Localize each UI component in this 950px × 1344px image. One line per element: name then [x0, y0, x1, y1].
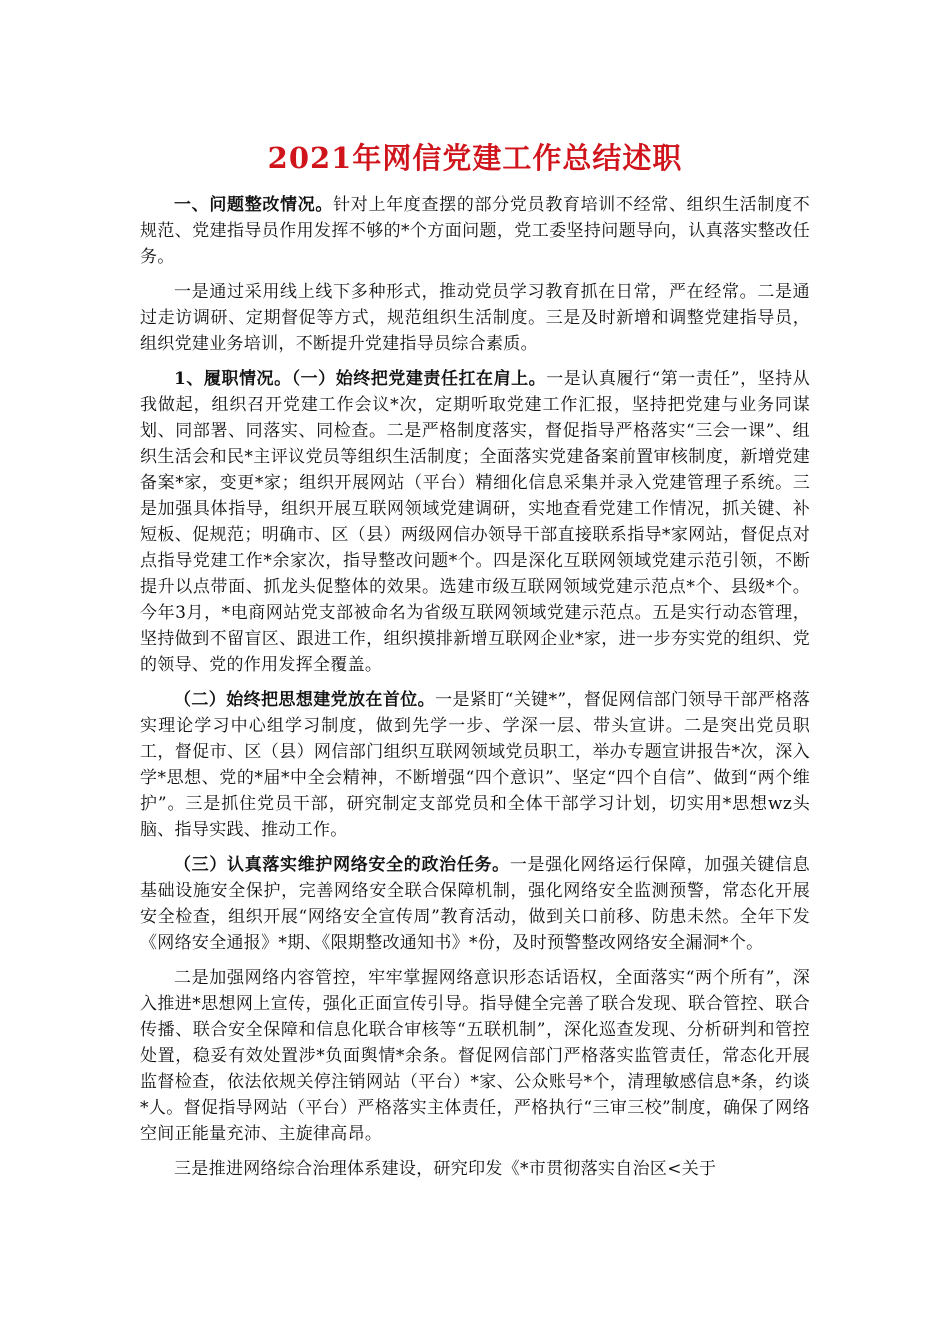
paragraph-4-text: 一是紧盯“关键*”，督促网信部门领导干部严格落实理论学习中心组学习制度，做到先学一步、学深一层、带头宣讲。二是突出党员职工，督促市、区（县）网信部门组织互联网领域党员职工，举办专题宣讲报告*次，深入学*思想、党的*届*中全会精神，不断增强“四个意识”、坚定“四个自信”、做到“两个维护”。三是抓住党员干部，研究制定支部党员和全体干部学习计划，切实用*思想wz头脑、指导实践、推动工作。 [140, 690, 811, 840]
paragraph-4-lead: （二）始终把思想建党放在首位。 [174, 690, 436, 710]
paragraph-3-lead: 1、履职情况。（一）始终把党建责任扛在肩上。 [174, 369, 547, 389]
paragraph-5-text: 一是强化网络运行保障，加强关键信息基础设施安全保护，完善网络安全联合保障机制，强化网络安全监测预警，常态化开展安全检查，组织开展“网络安全宣传周”教育活动，做到关口前移、防患未然。全年下发《网络安全通报》*期、《限期整改通知书》*份，及时预警整改网络安全漏洞*个。 [140, 855, 810, 953]
paragraph-4 [140, 687, 810, 843]
paragraph-6 [140, 965, 810, 1147]
paragraph-3 [140, 366, 810, 678]
paragraph-3-text: 一是认真履行“第一责任”，坚持从我做起，组织召开党建工作会议*次，定期听取党建工作汇报，坚持把党建与业务同谋划、同部署、同落实、同检查。二是严格制度落实，督促指导严格落实“三会一课”、组织生活会和民*主评议党员等组织生活制度；全面落实党建备案前置审核制度，新增党建备案*家，变更*家；组织开展网站（平台）精细化信息采集并录入党建管理子系统。三是加强具体指导，组织开展互联网领域党建调研，实地查看党建工作情况，抓关键、补短板、促规范；明确市、区（县）两级网信办领导干部直接联系指导*家网站，督促点对点指导党建工作*余家次，指导整改问题*个。四是深化互联网领域党建示范引领，不断提升以点带面、抓龙头促整体的效果。选建市级互联网领域党建示范点*个、县级*个。今年3月，*电商网站党支部被命名为省级互联网领域党建示范点。五是实行动态管理，坚持做到不留盲区、跟进工作，组织摸排新增互联网企业*家，进一步夯实党的组织、党的领导、党的作用发挥全覆盖。 [140, 369, 810, 675]
paragraph-2 [140, 279, 810, 357]
paragraph-7-text: 三是推进网络综合治理体系建设，研究印发《*市贯彻落实自治区<关于 [174, 1159, 717, 1179]
paragraph-1 [140, 192, 810, 270]
paragraph-7 [140, 1156, 810, 1182]
paragraph-1-text: 针对上年度查摆的部分党员教育培训不经常、组织生活制度不规范、党建指导员作用发挥不够的*个方面问题，党工委坚持问题导向，认真落实整改任务。 [140, 195, 810, 267]
paragraph-5-lead: （三）认真落实维护网络安全的政治任务。 [174, 855, 510, 875]
paragraph-2-text: 一是通过采用线上线下多种形式，推动党员学习教育抓在日常，严在经常。二是通过走访调研、定期督促等方式，规范组织生活制度。三是及时新增和调整党建指导员，组织党建业务培训，不断提升党建指导员综合素质。 [140, 282, 810, 354]
document-title: 2021年网信党建工作总结述职 [267, 141, 683, 175]
paragraph-6-text: 二是加强网络内容管控，牢牢掌握网络意识形态话语权，全面落实“两个所有”，深入推进*思想网上宣传，强化正面宣传引导。指导健全完善了联合发现、联合管控、联合传播、联合安全保障和信息化联合审核等“五联机制”，深化巡查发现、分析研判和管控处置，稳妥有效处置涉*负面舆情*余条。督促网信部门严格落实监管责任，常态化开展监督检查，依法依规关停注销网站（平台）*家、公众账号*个，清理敏感信息*条，约谈*人。督促指导网站（平台）严格落实主体责任，严格执行“三审三校”制度，确保了网络空间正能量充沛、主旋律高昂。 [140, 968, 810, 1144]
paragraph-1-lead: 一、问题整改情况。 [174, 195, 334, 215]
paragraph-5 [140, 852, 810, 956]
